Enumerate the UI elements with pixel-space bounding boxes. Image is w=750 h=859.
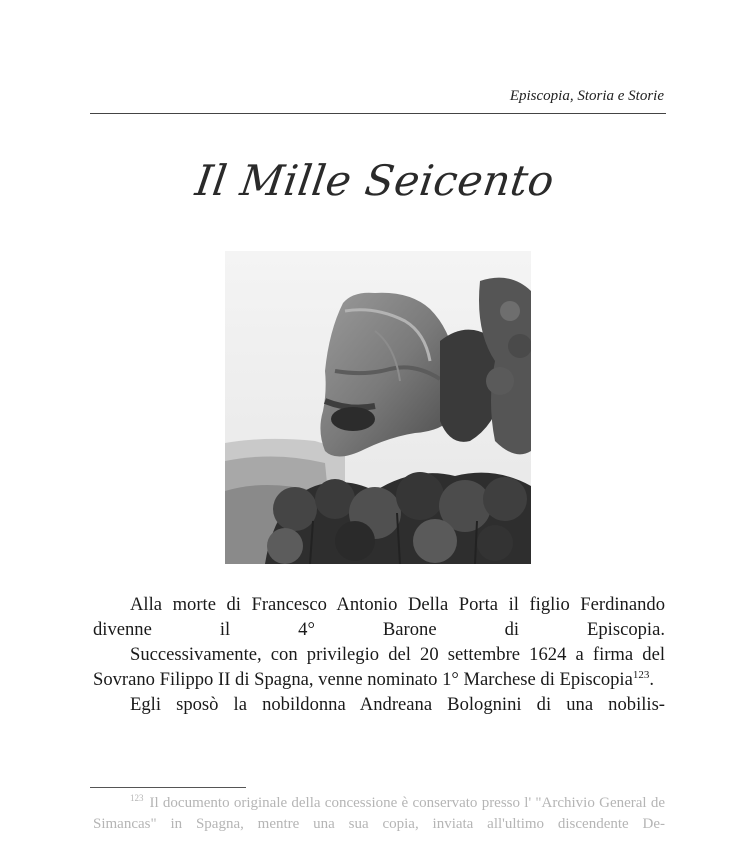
footnote-text: Il documento originale della concessione è conservato presso l' "Archivio General de Simancas" in Spagna, mentre una sua copia, inviata all'ultimo discendente De- xyxy=(93,795,665,832)
paragraph-2-end: . xyxy=(649,669,654,690)
paragraph-3 xyxy=(93,692,665,717)
running-head: Episcopia, Storia e Storie xyxy=(509,88,664,104)
chapter-title: Il Mille Seicento xyxy=(192,156,558,205)
paragraph-2-text: Successivamente, con privilegio del 20 settembre 1624 a firma del Sovrano Filippo II di Spagna, venne nominato 1° Marchese di Episcopia xyxy=(93,644,665,690)
paragraph-1 xyxy=(93,592,665,642)
paragraph-1-text: Alla morte di Francesco Antonio Della Porta il figlio Ferdinando divenne il 4° Barone di Episcopia. xyxy=(93,594,665,640)
footnote-reference[interactable]: 123 xyxy=(632,668,650,681)
paragraph-2 xyxy=(93,642,665,692)
header-rule xyxy=(90,113,666,114)
footnote-number: 123 xyxy=(130,793,144,803)
footnote xyxy=(93,793,665,835)
footnote-rule xyxy=(90,787,246,788)
chapter-photo xyxy=(225,251,531,564)
paragraph-3-text: Egli sposò la nobildonna Andreana Bolognini di una nobilis- xyxy=(130,694,665,715)
body-text xyxy=(93,592,665,717)
